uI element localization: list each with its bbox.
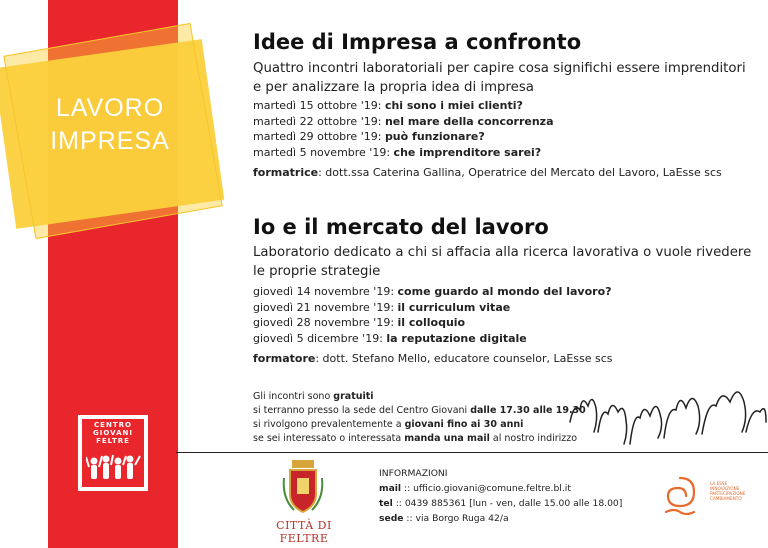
hands-doodle-icon	[568, 372, 768, 452]
info-sede: sede :: via Borgo Ruga 42/a	[379, 513, 509, 524]
section2-trainer	[253, 352, 613, 365]
side-title	[30, 92, 190, 158]
schedule-item: martedì 5 novembre '19: che imprenditore sarei?	[253, 145, 542, 159]
info-heading: INFORMAZIONI	[379, 468, 448, 479]
laesse-text: LA ESSE INNOVAZIONE PARTECIPAZIONE CAMBIAMENTO	[710, 481, 746, 501]
cg-logo-line1: CENTRO	[94, 421, 132, 429]
trainer-text: : dott. Stefano Mello, educatore counselor, LaEsse scs	[315, 352, 613, 365]
schedule-item: giovedì 21 novembre '19: il curriculum vitae	[253, 300, 511, 314]
schedule-item: martedì 29 ottobre '19: può funzionare?	[253, 130, 485, 143]
trainer-text: : dott.ssa Caterina Gallina, Operatrice del Mercato del Lavoro, LaEsse scs	[318, 166, 722, 179]
section1-intro-line1: Quattro incontri laboratoriali per capire cosa significhi essere imprenditori	[253, 61, 746, 76]
section2-intro-line1: Laboratorio dedicato a chi si affacia alla ricerca lavorativa o vuole rivedere	[253, 245, 752, 260]
info-tel: tel :: 0439 885361 [lun - ven, dalle 15.00 alle 18.00]	[379, 498, 623, 509]
side-title-line1: LAVORO	[55, 94, 165, 122]
cg-logo-line3: FELTRE	[96, 437, 130, 445]
trainer-label: formatrice	[253, 166, 319, 179]
laesse-logo-icon	[660, 474, 700, 516]
section1-intro	[253, 59, 746, 97]
info-mail: mail :: ufficio.giovani@comune.feltre.bl.it	[379, 483, 571, 494]
section2-title: Io e il mercato del lavoro	[253, 215, 549, 239]
city-crest-icon	[280, 458, 326, 516]
schedule-item: martedì 22 ottobre '19: nel mare della concorrenza	[253, 114, 554, 128]
section2-intro-line2: le proprie strategie	[253, 264, 381, 279]
trainer-label: formatore	[253, 352, 316, 365]
section1-title: Idee di Impresa a confronto	[253, 30, 582, 54]
section2-schedule	[253, 284, 612, 346]
divider-line	[176, 452, 768, 453]
schedule-item: giovedì 14 novembre '19: come guardo al mondo del lavoro?	[253, 285, 612, 298]
section1-trainer	[253, 166, 722, 179]
section1-intro-line2: e per analizzare la propria idea di impresa	[253, 80, 534, 95]
side-title-line2: IMPRESA	[50, 127, 170, 155]
centro-giovani-logo	[78, 415, 148, 491]
schedule-item: giovedì 28 novembre '19: il colloquio	[253, 316, 466, 329]
section1-schedule	[253, 98, 554, 160]
schedule-item: giovedì 5 dicembre '19: la reputazione digitale	[253, 331, 527, 345]
city-name: CITTÀ DI FELTRE	[276, 519, 332, 545]
schedule-item: martedì 15 ottobre '19: chi sono i miei clienti?	[253, 99, 523, 112]
notes-block: Gli incontri sono gratuiti si terranno presso la sede del Centro Giovani dalle 17.30 alle 19.30 si rivolgono prevalentemente a giovani fino ai 30 anni se sei interessato o interessata manda una mail al nostro indirizzo	[253, 391, 586, 444]
people-icon	[86, 453, 144, 483]
section2-intro	[253, 243, 751, 281]
cg-logo-line2: GIOVANI	[93, 429, 133, 437]
info-block	[379, 466, 622, 526]
